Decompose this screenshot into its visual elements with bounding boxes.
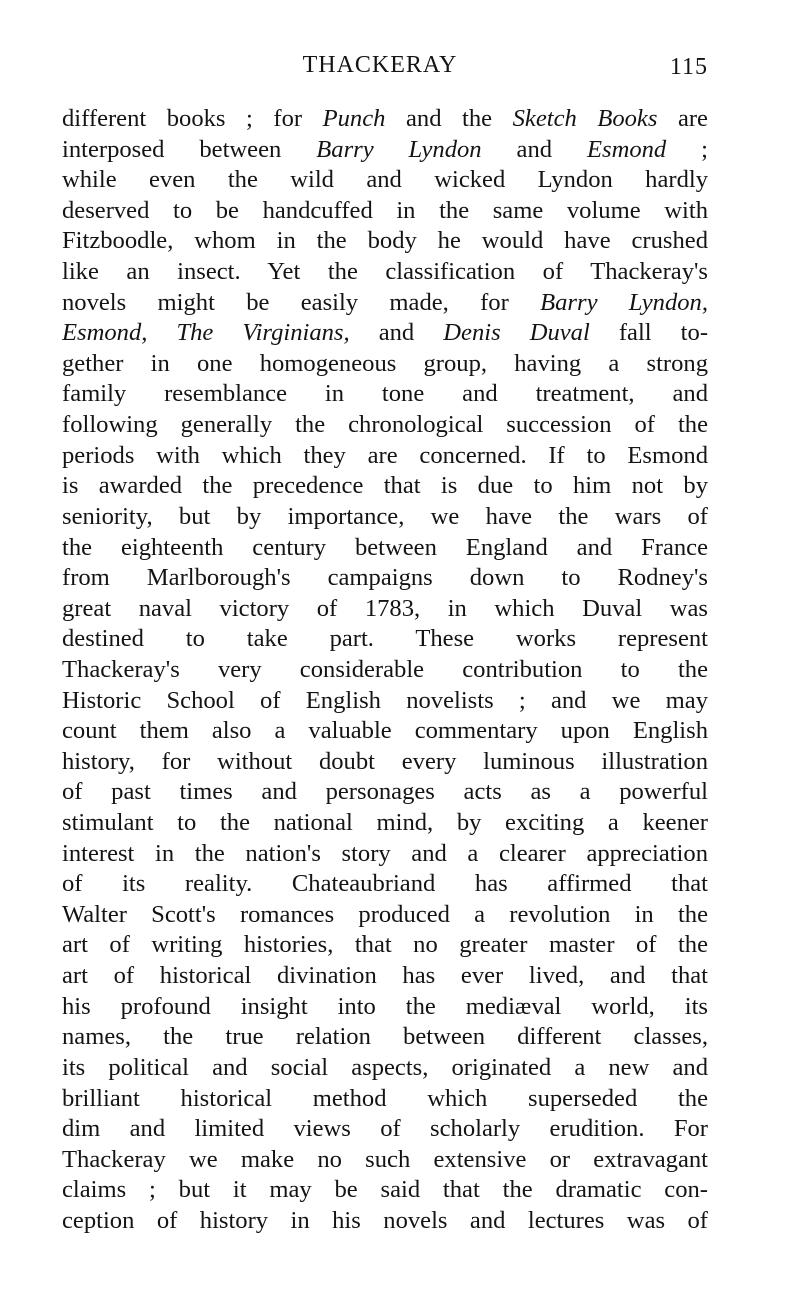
- text-segment: art of writing histories, that no greater master of the: [62, 931, 708, 959]
- text-line: [62, 1114, 708, 1145]
- text-segment: and: [481, 135, 587, 163]
- text-line: [62, 808, 708, 839]
- text-line: [62, 1084, 708, 1115]
- text-segment: periods with which they are concerned. If to Esmond: [62, 441, 708, 469]
- text-line: [62, 196, 708, 227]
- text-segment: history, for without doubt every luminous illustration: [62, 747, 708, 775]
- text-segment: following generally the chronological succession of the: [62, 411, 708, 439]
- text-segment: and: [349, 319, 444, 347]
- text-line: [62, 869, 708, 900]
- text-line: [62, 839, 708, 870]
- running-title: THACKERAY: [302, 52, 458, 78]
- text-segment: the eighteenth century between England and France: [62, 533, 708, 561]
- text-line: [62, 288, 708, 319]
- text-segment: like an insect. Yet the classification of Thackeray's: [62, 258, 708, 286]
- text-line: [62, 1145, 708, 1176]
- italic-text: Sketch Books: [512, 105, 658, 132]
- text-segment: from Marlborough's campaigns down to Rodney's: [62, 564, 708, 592]
- text-line: [62, 1022, 708, 1053]
- text-segment: and the: [385, 105, 513, 132]
- text-segment: gether in one homogeneous group, having a strong: [62, 349, 708, 377]
- text-segment: names, the true relation between different classes,: [62, 1023, 708, 1051]
- text-line: [62, 624, 708, 655]
- text-line: [62, 135, 708, 166]
- text-line: [62, 930, 708, 961]
- text-segment: ;: [666, 135, 708, 163]
- text-line: [62, 471, 708, 502]
- text-line: [62, 747, 708, 778]
- text-segment: are: [657, 105, 708, 132]
- text-segment: interposed between: [62, 135, 317, 163]
- text-line: [62, 226, 708, 257]
- text-line: [62, 441, 708, 472]
- text-line: [62, 655, 708, 686]
- text-segment: brilliant historical method which superseded the: [62, 1084, 708, 1112]
- text-segment: interest in the nation's story and a clearer appreciation: [62, 839, 708, 867]
- italic-text: Barry Lyndon: [316, 135, 482, 163]
- text-segment: deserved to be handcuffed in the same volume with: [62, 196, 708, 224]
- text-segment: its political and social aspects, originated a new and: [62, 1053, 708, 1081]
- text-segment: his profound insight into the mediæval world, its: [62, 992, 708, 1020]
- text-line: [62, 165, 708, 196]
- text-line: [62, 900, 708, 931]
- text-segment: fall to-: [589, 319, 708, 347]
- text-segment: count them also a valuable commentary upon English: [62, 717, 708, 745]
- text-line: [62, 594, 708, 625]
- text-segment: ception of history in his novels and lectures was of: [62, 1206, 708, 1234]
- body-text: [62, 104, 708, 1237]
- text-line: [62, 992, 708, 1023]
- italic-text: Punch: [322, 105, 386, 132]
- text-segment: Historic School of English novelists ; and we may: [62, 686, 708, 714]
- text-line: [62, 1175, 708, 1206]
- text-line: [62, 563, 708, 594]
- text-line: [62, 961, 708, 992]
- text-segment: art of historical divination has ever lived, and that: [62, 962, 708, 990]
- text-segment: novels might be easily made, for: [62, 288, 541, 316]
- text-segment: Walter Scott's romances produced a revolution in the: [62, 900, 708, 928]
- text-line: [62, 410, 708, 441]
- text-segment: dim and limited views of scholarly erudition. For: [62, 1115, 708, 1143]
- text-line: [62, 349, 708, 380]
- text-line: [62, 1206, 708, 1237]
- text-segment: destined to take part. These works represent: [62, 625, 708, 653]
- italic-text: Esmond: [586, 135, 667, 163]
- text-line: [62, 104, 708, 135]
- italic-text: Esmond, The Virginians,: [62, 319, 350, 347]
- italic-text: Denis Duval: [443, 319, 590, 347]
- text-segment: great naval victory of 1783, in which Duval was: [62, 594, 708, 622]
- text-segment: is awarded the precedence that is due to him not by: [62, 472, 708, 500]
- text-segment: of past times and personages acts as a powerful: [62, 778, 708, 806]
- text-line: [62, 777, 708, 808]
- text-segment: Thackeray's very considerable contribution to the: [62, 655, 708, 683]
- text-segment: seniority, but by importance, we have the wars of: [62, 502, 708, 530]
- text-line: [62, 686, 708, 717]
- text-segment: claims ; but it may be said that the dramatic con-: [62, 1176, 708, 1204]
- text-segment: family resemblance in tone and treatment, and: [62, 380, 708, 408]
- text-line: [62, 1053, 708, 1084]
- text-line: [62, 257, 708, 288]
- text-segment: Fitzboodle, whom in the body he would have crushed: [62, 227, 708, 255]
- text-segment: of its reality. Chateaubriand has affirmed that: [62, 870, 708, 898]
- italic-text: Barry Lyndon,: [540, 288, 708, 316]
- text-segment: Thackeray we make no such extensive or extravagant: [62, 1145, 708, 1173]
- text-line: [62, 533, 708, 564]
- page-number: 115: [669, 54, 708, 80]
- text-line: [62, 379, 708, 410]
- text-segment: stimulant to the national mind, by exciting a keener: [62, 809, 708, 837]
- text-segment: while even the wild and wicked Lyndon hardly: [62, 166, 708, 194]
- text-line: [62, 716, 708, 747]
- text-segment: different books ; for: [62, 105, 323, 132]
- text-line: [62, 502, 708, 533]
- text-line: [62, 318, 708, 349]
